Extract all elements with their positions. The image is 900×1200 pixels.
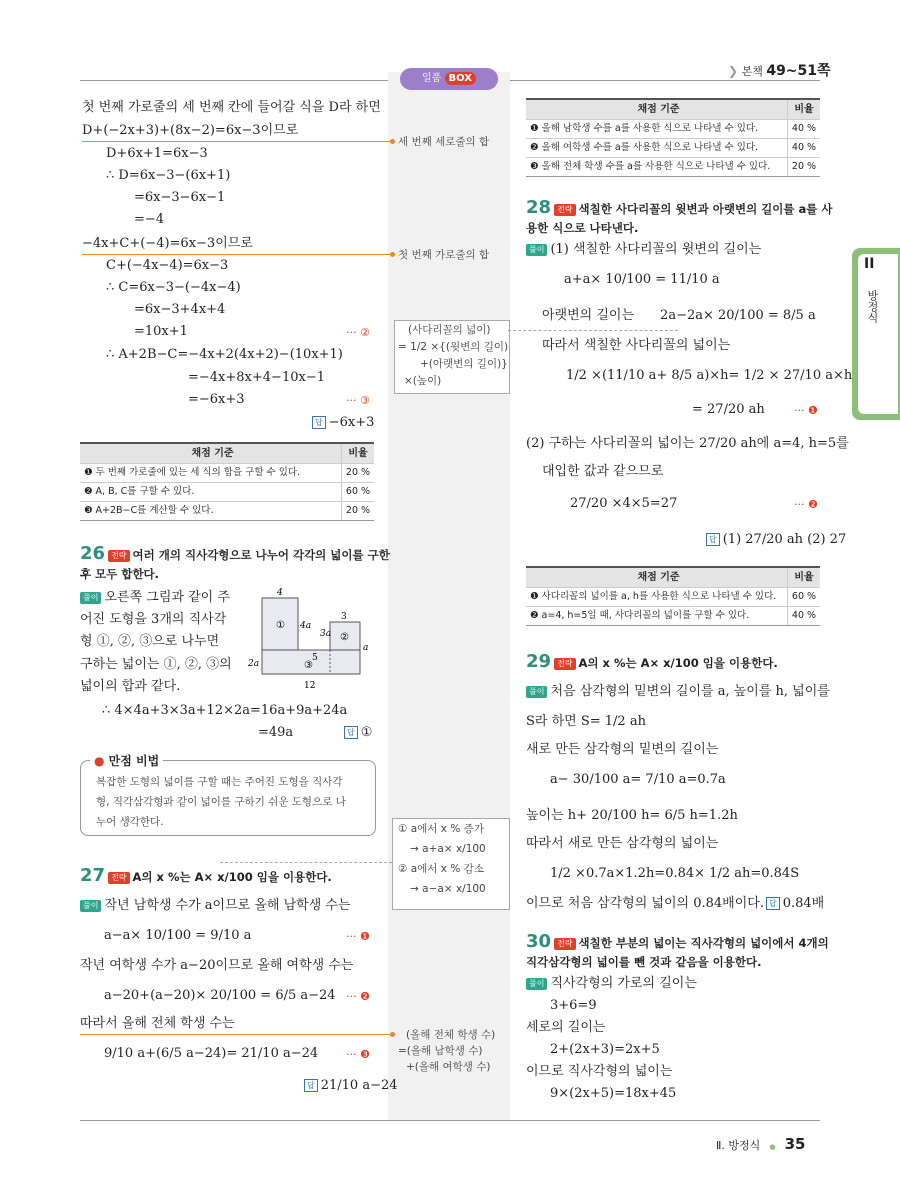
text-line: 풀이 처음 삼각형의 밑변의 길이를 a, 높이를 h, 넓이를 xyxy=(526,682,830,702)
dashed-connector xyxy=(508,330,678,331)
text-line: 풀이 (1) 색칠한 사다리꼴의 윗변의 길이는 xyxy=(526,240,761,260)
note-line: ② a에서 x % 감소 xyxy=(398,863,484,875)
strategy-badge: 전략 xyxy=(554,938,575,950)
solution-badge: 풀이 xyxy=(80,592,101,604)
question-29-title: 29 전략 A의 x %는 A× x/100 임을 이용한다. xyxy=(526,651,778,672)
chapter-tab-number: II xyxy=(864,256,875,272)
equation: 9/10 a+(6/5 a−24)= 21/10 a−24 xyxy=(104,1046,319,1061)
tip-title: ● 만점 비법 xyxy=(90,752,163,769)
text-line: 대입한 값과 같으므로 xyxy=(542,464,664,479)
text-line: =−4x+8x+4−10x−1 xyxy=(188,370,325,385)
question-title-cont: 후 모두 합한다. xyxy=(80,567,160,581)
page-ref-range: 49~51쪽 xyxy=(766,63,831,79)
scoring-table xyxy=(526,98,820,177)
header-rule xyxy=(80,80,388,81)
connector-line xyxy=(82,254,392,255)
region-3: ③ xyxy=(304,660,313,671)
text-line: =6x−3+4x+4 xyxy=(134,302,226,317)
note-line: (올해 전체 학생 수) xyxy=(406,1029,496,1041)
text-line: S라 하면 S= 1/2 ah xyxy=(526,714,646,729)
medal-icon: ● xyxy=(94,754,105,768)
step-marker: ··· ❷ xyxy=(794,498,818,511)
table-row: ❷ a=4, h=5일 때, 사다리꼴의 넓이를 구할 수 있다. 40 % xyxy=(526,606,820,625)
strategy-badge: 전략 xyxy=(108,550,129,562)
question-number: 29 xyxy=(526,651,552,672)
footer-bullet: ● xyxy=(769,1143,776,1151)
text-line: ∴ D=6x−3−(6x+1) xyxy=(106,168,231,183)
equation: a−20+(a−20)× 20/100 = 6/5 a−24 xyxy=(104,988,336,1003)
table-row: ❷ 올해 여학생 수를 a를 사용한 식으로 나타낼 수 있다. 40 % xyxy=(526,138,820,157)
solution-badge: 풀이 xyxy=(526,244,547,256)
text-line: −4x+C+(−4)=6x−3이므로 xyxy=(82,236,253,251)
answer-box: 답 xyxy=(766,897,780,910)
page-reference xyxy=(728,60,831,80)
strategy-badge: 전략 xyxy=(554,658,575,670)
note-line: (사다리꼴의 넓이) xyxy=(408,324,491,336)
side-note: 세 번째 세로줄의 합 xyxy=(398,136,490,148)
strategy-badge: 전략 xyxy=(554,204,575,216)
text-line: =6x−3−6x−1 xyxy=(134,190,226,205)
table-row: ❸ 올해 전체 학생 수를 a를 사용한 식으로 나타낼 수 있다. 20 % xyxy=(526,157,820,176)
text-line: 높이는 h+ 20/100 h= 6/5 h=1.2h xyxy=(526,808,738,823)
header-rule-right xyxy=(510,80,820,81)
tip-body: 복잡한 도형의 넓이를 구할 때는 주어진 도형을 직사각 형, 직각삼각형과 같이 넓이를 구하기 쉬운 도형으로 나 누어 생각한다. xyxy=(96,776,346,828)
table-row: ❶ 두 번째 가로줄에 있는 세 식의 합을 구할 수 있다. 20 % xyxy=(80,463,374,482)
question-27-title: 27 전략 A의 x %는 A× x/100 임을 이용한다. xyxy=(80,865,332,886)
solution-badge: 풀이 xyxy=(526,978,547,990)
question-number: 26 xyxy=(80,543,106,564)
label-right-top: 3 xyxy=(341,612,347,622)
question-26-title: 26 전략 여러 개의 직사각형으로 나누어 각각의 넓이를 구한 xyxy=(80,543,390,564)
equation: a+a× 10/100 = 11/10 a xyxy=(564,272,720,287)
question-number: 28 xyxy=(526,197,552,218)
text-line: 새로 만든 삼각형의 밑변의 길이는 xyxy=(526,742,719,757)
table-header: 채점 기준 xyxy=(191,448,234,459)
page-ref-label: 본책 xyxy=(741,65,763,78)
question-30-title: 30 전략 색칠한 부분의 넓이는 직사각형의 넓이에서 4개의 xyxy=(526,931,829,952)
label-top: 4 xyxy=(277,588,283,598)
table-header: 비율 xyxy=(787,568,820,587)
footer-rule xyxy=(80,1120,820,1121)
answer xyxy=(344,723,372,743)
table-header: 채점 기준 xyxy=(637,104,680,115)
text-line: 형 ①, ②, ③으로 나누면 xyxy=(80,634,220,649)
scoring-table xyxy=(526,566,820,626)
table-header: 비율 xyxy=(341,444,374,463)
text-line: 따라서 올해 전체 학생 수는 xyxy=(80,1016,235,1031)
text-line: 어진 도형을 3개의 직사각 xyxy=(80,612,227,627)
chevron-right-icon: ❯ xyxy=(728,64,739,78)
step-marker: ··· ② xyxy=(346,326,370,339)
text-line: 구하는 넓이는 ①, ②, ③의 xyxy=(80,657,232,672)
question-28-title: 28 전략 색칠한 사다리꼴의 윗변과 아랫변의 길이를 a를 사 xyxy=(526,197,833,218)
text-line: 풀이 작년 남학생 수가 a이므로 올해 남학생 수는 xyxy=(80,896,351,916)
table-row: ❶ 올해 남학생 수를 a를 사용한 식으로 나타낼 수 있다. 40 % xyxy=(526,119,820,138)
side-note: 첫 번째 가로줄의 합 xyxy=(398,249,490,261)
step-marker: ··· ③ xyxy=(346,394,370,407)
chapter-tab[interactable] xyxy=(852,248,900,420)
equation: 1/2 ×(11/10 a+ 8/5 a)×h= 1/2 × 27/10 a×h xyxy=(566,368,853,383)
text-line: 작년 여학생 수가 a−20이므로 올해 여학생 수는 xyxy=(80,958,354,973)
text-line: 넓이의 합과 같다. xyxy=(80,679,181,694)
connector-dot xyxy=(390,139,395,144)
note-line: → a−a× x/100 xyxy=(410,883,486,895)
table-row: ❷ A, B, C를 구할 수 있다. 60 % xyxy=(80,482,374,501)
text-line: ∴ A+2B−C=−4x+2(4x+2)−(10x+1) xyxy=(106,347,343,362)
text-line: 이므로 직사각형의 넓이는 xyxy=(526,1064,673,1079)
text-line: 풀이 오른쪽 그림과 같이 주 xyxy=(80,588,230,608)
answer-value: 21/10 a−24 xyxy=(320,1078,398,1093)
step-marker: ··· ❶ xyxy=(346,930,370,943)
connector-line xyxy=(80,1034,392,1035)
page-number: 35 xyxy=(784,1135,806,1153)
text-line: 따라서 색칠한 사다리꼴의 넓이는 xyxy=(542,338,731,353)
equation: 9×(2x+5)=18x+45 xyxy=(550,1086,677,1101)
equation: 2+(2x+3)=2x+5 xyxy=(550,1042,660,1057)
answer-box: 답 xyxy=(706,533,720,546)
text-line: =49a xyxy=(258,725,294,740)
table-header: 채점 기준 xyxy=(637,572,680,583)
note-line: → a+a× x/100 xyxy=(410,843,486,855)
answer-box: 답 xyxy=(344,726,358,739)
text-line: =−4 xyxy=(134,212,165,227)
text-line: ∴ 4×4a+3×3a+12×2a=16a+9a+24a xyxy=(102,703,348,718)
note-line: ① a에서 x % 증가 xyxy=(398,823,484,835)
footer xyxy=(716,1134,805,1153)
answer xyxy=(766,894,824,914)
label-bottom: 12 xyxy=(304,681,316,691)
connector-dot xyxy=(390,252,395,257)
table-header: 비율 xyxy=(787,100,820,119)
note-line: ×(높이) xyxy=(404,375,442,387)
side-note-column xyxy=(388,72,510,1120)
equation: a−a× 10/100 = 9/10 a xyxy=(104,928,252,943)
answer-value: 0.84배 xyxy=(782,896,825,911)
answer-box: 답 xyxy=(304,1079,318,1092)
answer-value: −6x+3 xyxy=(328,415,375,430)
answer-value: ① xyxy=(360,725,373,740)
equation: 1/2 ×0.7a×1.2h=0.84× 1/2 ah=0.84S xyxy=(550,866,800,881)
step-marker: ··· ❶ xyxy=(794,404,818,417)
label-inner: 5 xyxy=(312,653,318,663)
connector-dot xyxy=(390,1032,395,1037)
label-left: 4a xyxy=(300,621,312,631)
region-2: ② xyxy=(340,632,349,643)
label-mid: 3a xyxy=(320,629,332,639)
box-title xyxy=(400,68,498,90)
table-row: ❶ 사다리꼴의 넓이를 a, h를 사용한 식으로 나타낼 수 있다. 60 % xyxy=(526,587,820,606)
connector-line xyxy=(82,141,392,142)
answer xyxy=(304,1076,398,1096)
text-line: D+6x+1=6x−3 xyxy=(106,146,208,161)
solution-badge: 풀이 xyxy=(80,900,101,912)
note-line: =(올해 남학생 수) xyxy=(398,1045,483,1057)
solution-badge: 풀이 xyxy=(526,686,547,698)
question-title-cont: 용한 식으로 나타낸다. xyxy=(526,221,639,235)
region-1: ① xyxy=(276,620,285,631)
label-bottom-left: 2a xyxy=(248,659,260,669)
answer-box: 답 xyxy=(312,416,326,429)
text-line: =10x+1 xyxy=(134,324,188,339)
equation: = 27/20 ah xyxy=(692,402,765,417)
question-number: 27 xyxy=(80,865,106,886)
answer xyxy=(312,413,374,433)
equation: 3+6=9 xyxy=(550,998,597,1013)
chapter-tab-label: 방정식 xyxy=(866,290,879,323)
answer xyxy=(706,530,846,550)
note-line: = 1/2 ×{(윗변의 길이) xyxy=(398,341,509,353)
text-line: =−6x+3 xyxy=(188,392,245,407)
note-line: +(올해 여학생 수) xyxy=(406,1061,491,1073)
dashed-connector xyxy=(220,862,392,863)
text-line: C+(−4x−4)=6x−3 xyxy=(106,258,229,273)
strategy-badge: 전략 xyxy=(108,872,129,884)
equation: a− 30/100 a= 7/10 a=0.7a xyxy=(550,772,726,787)
question-number: 30 xyxy=(526,931,552,952)
box-title-b: BOX xyxy=(445,72,476,85)
text-line: 따라서 새로 만든 삼각형의 넓이는 xyxy=(526,836,719,851)
label-right: a xyxy=(363,643,369,653)
text-line: ∴ C=6x−3−(−4x−4) xyxy=(106,280,241,295)
text-line: 첫 번째 가로줄의 세 번째 칸에 들어갈 식을 D라 하면 xyxy=(82,100,381,115)
text-line: 풀이 직사각형의 가로의 길이는 xyxy=(526,974,697,994)
composite-rectangle-figure xyxy=(244,586,378,692)
text-line: (2) 구하는 사다리꼴의 넓이는 27/20 ah에 a=4, h=5를 xyxy=(526,436,849,451)
equation: 27/20 ×4×5=27 xyxy=(570,496,678,511)
text-line: D+(−2x+3)+(8x−2)=6x−3이므로 xyxy=(82,123,299,138)
footer-chapter: Ⅱ. 방정식 xyxy=(716,1139,761,1152)
box-title-a: 일품 xyxy=(422,73,442,84)
answer-value: (1) 27/20 ah (2) 27 xyxy=(722,532,847,547)
text-line: 아랫변의 길이는 2a−2a× 20/100 = 8/5 a xyxy=(542,308,816,323)
question-title-cont: 직각삼각형의 넓이를 뺀 것과 같음을 이용한다. xyxy=(526,955,762,969)
text-line: 이므로 처음 삼각형의 넓이의 0.84배이다. xyxy=(526,896,764,911)
step-marker: ··· ❷ xyxy=(346,990,370,1003)
step-marker: ··· ❸ xyxy=(346,1048,370,1061)
note-line: +(아랫변의 길이)} xyxy=(420,358,508,370)
text-line: 세로의 길이는 xyxy=(526,1020,606,1035)
scoring-table xyxy=(80,442,374,521)
table-row: ❸ A+2B−C를 계산할 수 있다. 20 % xyxy=(80,501,374,520)
